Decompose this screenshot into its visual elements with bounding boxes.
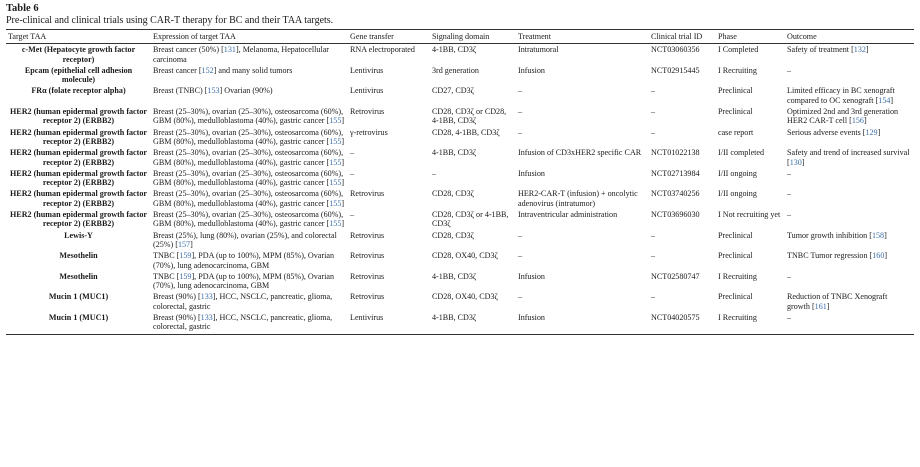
cell-outcome: – xyxy=(787,189,792,199)
cell-outcome: – xyxy=(787,65,792,75)
cell-target-taa: Mucin 1 (MUC1) xyxy=(48,292,109,302)
cell-target-taa: HER2 (human epidermal growth factor receptor 2) (ERBB2) xyxy=(10,148,147,167)
cell-outcome: Limited efficacy in BC xenograft compared to OC xenograft [154] xyxy=(787,86,895,105)
cell-gene-transfer: γ-retrovirus xyxy=(350,127,388,137)
reference-link[interactable]: 161 xyxy=(814,301,827,311)
cell-expression: Breast cancer (50%) [131], Melanoma, Hepatocellular carcinoma xyxy=(153,45,329,64)
cell-clinical-trial-id: NCT02915445 xyxy=(651,65,700,75)
cell-signaling-domain: CD28, 4-1BB, CD3ζ xyxy=(432,127,500,137)
cell-outcome: – xyxy=(787,271,792,281)
cell-clinical-trial-id: – xyxy=(651,230,656,240)
cell-treatment: – xyxy=(518,230,523,240)
cell-signaling-domain: CD28, CD3ζ or CD28, 4-1BB, CD3ζ xyxy=(432,107,507,126)
cell-phase: Preclinical xyxy=(718,292,753,302)
reference-link[interactable]: 159 xyxy=(179,271,192,281)
cell-target-taa: c-Met (Hepatocyte growth factor receptor) xyxy=(21,45,136,64)
cell-clinical-trial-id: NCT02580747 xyxy=(651,271,700,281)
cell-gene-transfer: Retrovirus xyxy=(350,107,385,117)
cell-target-taa: HER2 (human epidermal growth factor receptor 2) (ERBB2) xyxy=(10,107,147,126)
header-phase: Phase xyxy=(716,30,785,44)
cell-treatment: – xyxy=(518,292,523,302)
reference-link[interactable]: 155 xyxy=(329,157,342,167)
cell-expression: Breast (25–30%), ovarian (25–30%), osteosarcoma (60%), GBM (80%), medulloblastoma (40%), gastric cancer [155] xyxy=(153,189,345,208)
reference-link[interactable]: 152 xyxy=(201,65,214,75)
cell-gene-transfer: Retrovirus xyxy=(350,230,385,240)
cell-gene-transfer: Lentivirus xyxy=(348,312,430,334)
cell-treatment: – xyxy=(518,86,523,96)
cell-phase: Preclinical xyxy=(718,251,753,261)
cell-outcome: Optimized 2nd and 3rd generation HER2 CAR-T cell [156] xyxy=(787,107,899,126)
cell-expression: Breast (25–30%), ovarian (25–30%), osteosarcoma (60%), GBM (80%), medulloblastoma (40%), gastric cancer [155] xyxy=(153,127,345,146)
cell-phase: Preclinical xyxy=(718,107,753,117)
cell-treatment: Infusion xyxy=(518,271,545,281)
cell-phase: I Recruiting xyxy=(716,312,785,334)
table-row xyxy=(6,65,914,86)
cell-expression: Breast (TNBC) [153] Ovarian (90%) xyxy=(153,86,273,96)
table-row xyxy=(6,85,914,106)
header-outcome: Outcome xyxy=(785,30,914,44)
cell-expression: TNBC [159], PDA (up to 100%), MPM (85%), Ovarian (70%), lung adenocarcinoma, GBM xyxy=(153,251,335,270)
table-row xyxy=(6,127,914,148)
cell-outcome: Reduction of TNBC Xenograft growth [161] xyxy=(787,292,888,311)
cell-target-taa: HER2 (human epidermal growth factor receptor 2) (ERBB2) xyxy=(10,127,147,146)
document-page xyxy=(6,0,914,335)
cell-outcome: Serious adverse events [129] xyxy=(787,127,881,137)
table-row xyxy=(6,168,914,189)
cell-phase: Preclinical xyxy=(718,86,753,96)
cell-gene-transfer: – xyxy=(350,210,355,220)
cell-expression: TNBC [159], PDA (up to 100%), MPM (85%), Ovarian (70%), lung adenocarcinoma, GBM xyxy=(153,271,335,291)
cell-clinical-trial-id: NCT03740256 xyxy=(651,189,700,199)
cell-signaling-domain: CD28, OX40, CD3ζ xyxy=(432,251,498,261)
cell-signaling-domain: 4-1BB, CD3ζ xyxy=(432,148,477,158)
cell-signaling-domain: CD28, CD3ζ xyxy=(432,230,475,240)
cell-treatment: Intratumoral xyxy=(518,45,559,55)
cell-clinical-trial-id: NCT04020575 xyxy=(649,312,716,334)
header-gene-transfer: Gene transfer xyxy=(348,30,430,44)
cell-clinical-trial-id: – xyxy=(651,292,656,302)
cell-signaling-domain: CD28, CD3ζ xyxy=(432,189,475,199)
reference-link[interactable]: 159 xyxy=(179,251,192,261)
cell-treatment: Infusion of CD3xHER2 specific CAR xyxy=(518,148,642,158)
table-row xyxy=(6,106,914,127)
cell-target-taa: Lewis-Y xyxy=(64,230,93,240)
cell-outcome: – xyxy=(787,168,792,178)
reference-link[interactable]: 132 xyxy=(853,45,866,55)
cell-signaling-domain: CD28, CD3ζ or 4-1BB, CD3ζ xyxy=(432,210,509,229)
cell-gene-transfer: Retrovirus xyxy=(350,189,385,199)
cell-target-taa: HER2 (human epidermal growth factor receptor 2) (ERBB2) xyxy=(10,210,147,229)
cell-expression: Breast (25–30%), ovarian (25–30%), osteosarcoma (60%), GBM (80%), medulloblastoma (40%), gastric cancer [155] xyxy=(153,210,345,229)
cell-phase: I Recruiting xyxy=(718,65,757,75)
reference-link[interactable]: 133 xyxy=(200,313,213,323)
table-row xyxy=(6,250,914,271)
cell-treatment: HER2-CAR-T (infusion) + oncolytic adenovirus (intratumor) xyxy=(518,189,638,208)
cell-gene-transfer: – xyxy=(350,148,355,158)
cell-treatment: Intraventricular administration xyxy=(518,210,618,220)
cell-phase: Preclinical xyxy=(718,230,753,240)
reference-link[interactable]: 130 xyxy=(789,157,802,167)
cell-clinical-trial-id: – xyxy=(651,107,656,117)
cell-expression: Breast (25–30%), ovarian (25–30%), osteosarcoma (60%), GBM (80%), medulloblastoma (40%), gastric cancer [155] xyxy=(153,107,345,126)
table-row xyxy=(6,230,914,251)
table-row xyxy=(6,271,914,292)
cell-treatment: Infusion xyxy=(518,65,545,75)
cell-clinical-trial-id: NCT03696030 xyxy=(651,210,700,220)
reference-link[interactable]: 155 xyxy=(329,116,342,126)
reference-link[interactable]: 160 xyxy=(872,251,885,261)
reference-link[interactable]: 153 xyxy=(207,86,220,96)
header-signaling-domain: Signaling domain xyxy=(430,30,516,44)
cell-target-taa: FRα (folate receptor alpha) xyxy=(31,86,126,96)
header-clinical-trial-id: Clinical trial ID xyxy=(649,30,716,44)
cell-signaling-domain: 4-1BB, CD3ζ xyxy=(432,271,477,281)
reference-link[interactable]: 129 xyxy=(865,127,878,137)
cell-clinical-trial-id: NCT03060356 xyxy=(651,45,700,55)
cell-target-taa: HER2 (human epidermal growth factor receptor 2) (ERBB2) xyxy=(10,168,147,188)
cell-clinical-trial-id: NCT02713984 xyxy=(651,168,700,178)
table-row xyxy=(6,312,914,334)
cell-outcome: – xyxy=(785,312,914,334)
cell-gene-transfer: Retrovirus xyxy=(350,292,385,302)
cell-target-taa: HER2 (human epidermal growth factor receptor 2) (ERBB2) xyxy=(10,189,147,208)
reference-link[interactable]: 156 xyxy=(851,116,864,126)
table-row xyxy=(6,188,914,209)
cell-target-taa: Mesothelin xyxy=(59,271,98,281)
cell-expression: Breast (25%), lung (80%), ovarian (25%), and colorectal (25%) [157] xyxy=(153,230,337,249)
cell-target-taa: Mucin 1 (MUC1) xyxy=(6,312,151,334)
table-caption: Pre-clinical and clinical trials using CAR-T therapy for BC and their TAA targets. xyxy=(6,15,334,26)
reference-link[interactable]: 155 xyxy=(329,178,342,188)
cell-outcome: Tumor growth inhibition [158] xyxy=(787,230,887,240)
reference-link[interactable]: 158 xyxy=(871,230,885,240)
cell-signaling-domain: 4-1BB, CD3ζ xyxy=(432,45,477,55)
table-row xyxy=(6,209,914,230)
header-expression: Expression of target TAA xyxy=(151,30,348,44)
cell-phase: I/II ongoing xyxy=(718,168,757,178)
cell-outcome: Safety of treatment [132] xyxy=(787,45,869,55)
cell-phase: I/II completed xyxy=(718,148,765,158)
cell-signaling-domain: CD27, CD3ζ xyxy=(432,86,475,96)
cell-clinical-trial-id: NCT01022138 xyxy=(651,148,700,158)
cell-expression: Breast cancer [152] and many solid tumors xyxy=(153,65,293,75)
cell-clinical-trial-id: – xyxy=(651,127,656,137)
cell-gene-transfer: Lentivirus xyxy=(350,86,384,96)
table-row xyxy=(6,44,914,65)
cell-gene-transfer: – xyxy=(350,168,355,178)
cell-phase: I Recruiting xyxy=(718,271,757,281)
cell-expression: Breast (90%) [133], HCC, NSCLC, pancreatic, glioma, colorectal, gastric xyxy=(151,312,348,334)
reference-link[interactable]: 157 xyxy=(177,239,191,249)
cell-outcome: – xyxy=(787,210,792,220)
cell-target-taa: Epcam (epithelial cell adhesion molecule) xyxy=(24,65,133,85)
reference-link[interactable]: 155 xyxy=(329,136,342,146)
cell-gene-transfer: RNA electroporated xyxy=(350,45,415,55)
cell-signaling-domain: – xyxy=(432,168,437,178)
cell-outcome: TNBC Tumor regression [160] xyxy=(787,251,888,261)
header-row xyxy=(6,30,914,44)
cell-phase: I/II ongoing xyxy=(718,189,757,199)
table-body xyxy=(6,44,914,334)
cell-treatment: – xyxy=(518,127,523,137)
cell-clinical-trial-id: – xyxy=(651,251,656,261)
car-t-trials-table xyxy=(6,29,914,335)
reference-link[interactable]: 155 xyxy=(329,219,342,229)
cell-treatment: Infusion xyxy=(518,168,545,178)
reference-link[interactable]: 133 xyxy=(200,292,213,302)
cell-treatment: – xyxy=(518,107,523,117)
cell-treatment: Infusion xyxy=(516,312,649,334)
cell-signaling-domain: 3rd generation xyxy=(432,65,479,75)
reference-link[interactable]: 155 xyxy=(329,198,342,208)
cell-target-taa: Mesothelin xyxy=(59,251,98,261)
reference-link[interactable]: 154 xyxy=(878,95,891,105)
cell-phase: I Completed xyxy=(718,45,759,55)
header-target-taa: Target TAA xyxy=(6,30,151,44)
cell-phase: I Not recruiting yet xyxy=(718,210,781,220)
cell-signaling-domain: CD28, OX40, CD3ζ xyxy=(432,292,498,302)
cell-expression: Breast (90%) [133], HCC, NSCLC, pancreatic, glioma, colorectal, gastric xyxy=(153,292,333,311)
cell-gene-transfer: Retrovirus xyxy=(350,271,385,281)
header-treatment: Treatment xyxy=(516,30,649,44)
cell-treatment: – xyxy=(518,251,523,261)
table-row xyxy=(6,147,914,168)
cell-expression: Breast (25–30%), ovarian (25–30%), osteosarcoma (60%), GBM (80%), medulloblastoma (40%), gastric cancer [155] xyxy=(153,168,345,188)
reference-link[interactable]: 131 xyxy=(223,45,236,55)
cell-signaling-domain: 4-1BB, CD3ζ xyxy=(430,312,516,334)
cell-phase: case report xyxy=(718,127,754,137)
table-row xyxy=(6,291,914,312)
table-label: Table 6 xyxy=(6,3,39,14)
cell-outcome: Safety and trend of increased survival [130] xyxy=(787,148,910,167)
cell-gene-transfer: Retrovirus xyxy=(350,251,385,261)
cell-expression: Breast (25–30%), ovarian (25–30%), osteosarcoma (60%), GBM (80%), medulloblastoma (40%), gastric cancer [155] xyxy=(153,148,345,167)
cell-gene-transfer: Lentivirus xyxy=(350,65,384,75)
cell-clinical-trial-id: – xyxy=(651,86,656,96)
